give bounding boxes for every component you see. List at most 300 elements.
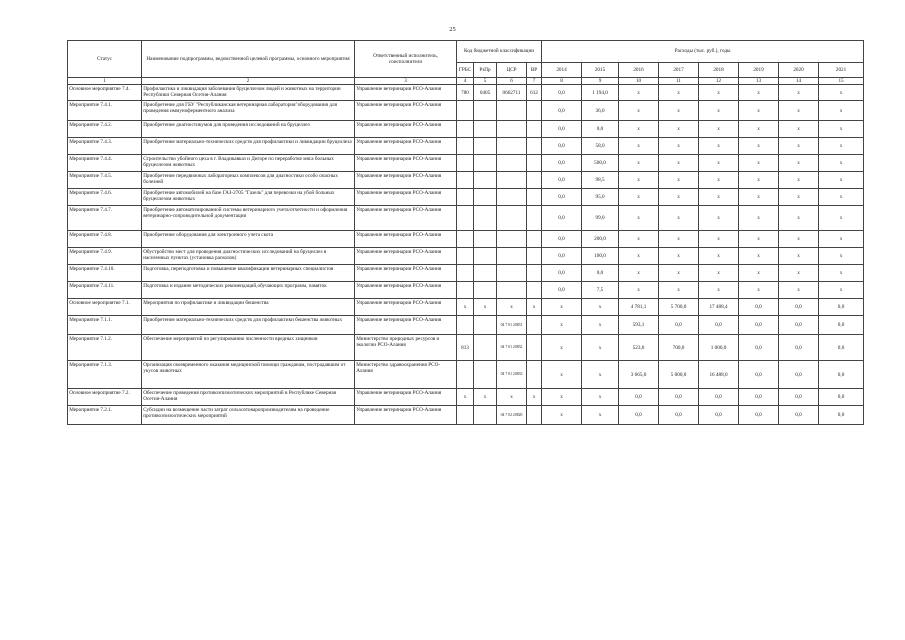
expense-value-cell: 0,0: [542, 282, 582, 299]
expense-value-cell: 3 665,0: [619, 361, 659, 389]
table-row: [68, 172, 864, 189]
table-row: [68, 299, 864, 316]
column-number: 15: [819, 78, 864, 85]
expense-value-cell: х: [699, 101, 739, 121]
expense-value-cell: 1 000,0: [699, 335, 739, 361]
expense-value-cell: х: [659, 138, 699, 155]
executor-cell: Управление ветеринарии РСО-Алания: [355, 189, 457, 206]
expense-value-cell: х: [619, 206, 659, 231]
rzpr-cell: х: [474, 299, 497, 316]
grbs-cell: [457, 248, 474, 265]
header-code-col: ГРБС: [457, 63, 474, 78]
expense-value-cell: 0,0: [542, 206, 582, 231]
status-cell: Мероприятие 7.4.6.: [68, 189, 142, 206]
program-name-cell: Приобретение автоматизированной системы ветеринарного учета/отчетности и оформления ветеринарно-сопроводительной документации: [142, 206, 355, 231]
status-cell: Мероприятие 7.4.7.: [68, 206, 142, 231]
expense-value-cell: 17 488,4: [699, 299, 739, 316]
rzpr-cell: [474, 121, 497, 138]
header-name: Наименование подпрограммы, ведомственной целевой программы, основного мероприятия: [142, 41, 355, 78]
expense-value-cell: 0,0: [779, 406, 819, 425]
expense-value-cell: х: [619, 172, 659, 189]
table-row: [68, 121, 864, 138]
program-name-cell: Приобретение материально-технических средств для профилактики и ликвидации бруцеллеза: [142, 138, 355, 155]
expense-value-cell: 0,0: [542, 265, 582, 282]
expense-value-cell: 0,0: [542, 85, 582, 101]
executor-cell: Управление ветеринарии РСО-Алания: [355, 85, 457, 101]
expense-value-cell: х: [619, 85, 659, 101]
expense-value-cell: х: [699, 172, 739, 189]
expense-value-cell: х: [779, 231, 819, 248]
header-year: 2019: [739, 63, 779, 78]
rzpr-cell: [474, 155, 497, 172]
expense-value-cell: 0,0: [739, 299, 779, 316]
grbs-cell: [457, 138, 474, 155]
table-row: [68, 206, 864, 231]
status-cell: Мероприятие 7.4.11.: [68, 282, 142, 299]
expense-value-cell: 0,0: [739, 361, 779, 389]
program-name-cell: Приобретение передвижных лабораторных комплексов для диагностики особо опасных болезней: [142, 172, 355, 189]
expense-value-cell: х: [779, 248, 819, 265]
expense-value-cell: х: [819, 189, 864, 206]
header-year: 2018: [699, 63, 739, 78]
expense-value-cell: х: [819, 155, 864, 172]
expense-value-cell: х: [779, 101, 819, 121]
status-cell: Основное мероприятие 7.2.: [68, 389, 142, 406]
expense-value-cell: х: [619, 231, 659, 248]
expense-value-cell: 5 000,0: [659, 361, 699, 389]
vr-cell: [527, 172, 542, 189]
rzpr-cell: [474, 231, 497, 248]
expense-value-cell: 0,0: [819, 361, 864, 389]
status-cell: Мероприятие 7.2.1.: [68, 406, 142, 425]
column-number: 4: [457, 78, 474, 85]
rzpr-cell: [474, 265, 497, 282]
expense-value-cell: 200,0: [582, 231, 619, 248]
grbs-cell: х: [457, 299, 474, 316]
expense-value-cell: х: [819, 231, 864, 248]
expense-value-cell: 0,0: [739, 335, 779, 361]
vr-cell: [527, 121, 542, 138]
expense-value-cell: 0,0: [739, 316, 779, 335]
header-code-col: РзПр: [474, 63, 497, 78]
status-cell: Мероприятие 7.1.3.: [68, 361, 142, 389]
expense-value-cell: х: [619, 282, 659, 299]
rzpr-cell: [474, 316, 497, 335]
expense-value-cell: х: [819, 85, 864, 101]
expense-value-cell: х: [739, 206, 779, 231]
expense-value-cell: 0,0: [659, 316, 699, 335]
vr-cell: [527, 335, 542, 361]
vr-cell: х: [527, 299, 542, 316]
expense-value-cell: х: [739, 172, 779, 189]
rzpr-cell: [474, 172, 497, 189]
header-budget-code: Код бюджетной классификации: [457, 41, 542, 63]
page-number: 25: [449, 26, 456, 33]
program-name-cell: Обеспечение проведения противоэпизоотических мероприятий в Республике Северная Осетия-Алания: [142, 389, 355, 406]
rzpr-cell: 0405: [474, 85, 497, 101]
executor-cell: Управление ветеринарии РСО-Алания: [355, 282, 457, 299]
executor-cell: Управление ветеринарии РСО-Алания: [355, 231, 457, 248]
expense-value-cell: х: [659, 85, 699, 101]
status-cell: Основное мероприятие 7.1.: [68, 299, 142, 316]
column-number: 5: [474, 78, 497, 85]
expense-value-cell: х: [779, 138, 819, 155]
expense-value-cell: 36,0: [582, 101, 619, 121]
program-name-cell: Организация своевременного оказания медицинской помощи гражданам, пострадавшим от укусов животных: [142, 361, 355, 389]
program-name-cell: Приобретение оборудования для электронного учета скота: [142, 231, 355, 248]
expense-value-cell: 0,0: [582, 121, 619, 138]
executor-cell: Управление ветеринарии РСО-Алания: [355, 121, 457, 138]
table-row: [68, 231, 864, 248]
program-name-cell: Обеспечение мероприятий по регулированию численности вредных хищников: [142, 335, 355, 361]
expense-value-cell: х: [819, 206, 864, 231]
expense-value-cell: 1 194,0: [582, 85, 619, 101]
csr-cell: [497, 206, 527, 231]
table-row: [68, 282, 864, 299]
expense-value-cell: х: [739, 265, 779, 282]
vr-cell: [527, 361, 542, 389]
expense-value-cell: х: [819, 101, 864, 121]
vr-cell: [527, 138, 542, 155]
expense-value-cell: х: [659, 265, 699, 282]
expense-value-cell: х: [779, 121, 819, 138]
csr-cell: [497, 138, 527, 155]
rzpr-cell: [474, 406, 497, 425]
executor-cell: Управление ветеринарии РСО-Алания: [355, 389, 457, 406]
expense-value-cell: х: [542, 389, 582, 406]
expense-value-cell: 0,0: [619, 389, 659, 406]
executor-cell: Управление ветеринарии РСО-Алания: [355, 265, 457, 282]
table-row: [68, 101, 864, 121]
expense-value-cell: х: [582, 335, 619, 361]
expense-value-cell: х: [659, 231, 699, 248]
table-row: [68, 189, 864, 206]
header-code-col: ВР: [527, 63, 542, 78]
program-name-cell: Субсидии на возмещение части затрат сельхозтоваропроизводителям на проведение противоэпизоотических мероприятий: [142, 406, 355, 425]
expense-value-cell: 0,0: [779, 389, 819, 406]
expense-value-cell: х: [699, 189, 739, 206]
table-row: [68, 265, 864, 282]
expense-value-cell: х: [819, 121, 864, 138]
grbs-cell: х: [457, 389, 474, 406]
csr-cell: 0662711: [497, 85, 527, 101]
expense-value-cell: 98,5: [582, 172, 619, 189]
status-cell: Мероприятие 7.1.2.: [68, 335, 142, 361]
table-row: [68, 389, 864, 406]
vr-cell: [527, 189, 542, 206]
expense-value-cell: х: [739, 155, 779, 172]
program-name-cell: Мероприятия по профилактике и ликвидации бешенства: [142, 299, 355, 316]
expense-value-cell: 0,0: [699, 389, 739, 406]
expense-value-cell: х: [739, 189, 779, 206]
expense-value-cell: х: [779, 265, 819, 282]
expense-value-cell: х: [619, 248, 659, 265]
status-cell: Мероприятие 7.4.10.: [68, 265, 142, 282]
grbs-cell: [457, 231, 474, 248]
expense-value-cell: 0,0: [542, 172, 582, 189]
expense-value-cell: х: [659, 189, 699, 206]
csr-cell: 04 7 01 20831: [497, 316, 527, 335]
expense-value-cell: 0,0: [542, 138, 582, 155]
header-year: 2017: [659, 63, 699, 78]
expense-value-cell: х: [819, 265, 864, 282]
expense-value-cell: х: [619, 101, 659, 121]
table-row: [68, 406, 864, 425]
grbs-cell: [457, 265, 474, 282]
expense-value-cell: х: [619, 155, 659, 172]
expense-value-cell: х: [542, 335, 582, 361]
csr-cell: [497, 231, 527, 248]
program-name-cell: Приобретение диагностикумов для проведения исследований на бруцеллез: [142, 121, 355, 138]
expense-value-cell: х: [582, 361, 619, 389]
column-number: 7: [527, 78, 542, 85]
column-number: 3: [355, 78, 457, 85]
expense-value-cell: 0,0: [699, 406, 739, 425]
expense-value-cell: х: [542, 361, 582, 389]
vr-cell: [527, 155, 542, 172]
table-row: [68, 335, 864, 361]
expense-value-cell: х: [819, 172, 864, 189]
rzpr-cell: [474, 361, 497, 389]
rzpr-cell: [474, 138, 497, 155]
grbs-cell: [457, 361, 474, 389]
program-name-cell: Профилактика и ликвидация заболевания бруцеллезом людей и животных на территории Республики Северная Осетия-Алания: [142, 85, 355, 101]
vr-cell: [527, 282, 542, 299]
program-expenses-table: [67, 40, 864, 425]
csr-cell: [497, 101, 527, 121]
executor-cell: Министерство природных ресурсов и экологии РСО-Алания: [355, 335, 457, 361]
grbs-cell: [457, 101, 474, 121]
status-cell: Основное мероприятие 7.4.: [68, 85, 142, 101]
executor-cell: Управление ветеринарии РСО-Алания: [355, 172, 457, 189]
expense-value-cell: х: [819, 138, 864, 155]
expense-value-cell: 5 700,0: [659, 299, 699, 316]
executor-cell: Управление ветеринарии РСО-Алания: [355, 299, 457, 316]
vr-cell: [527, 206, 542, 231]
program-name-cell: Подготовка и издание методических рекомендаций,обучающих программ, памяток: [142, 282, 355, 299]
expense-value-cell: х: [699, 85, 739, 101]
expense-value-cell: 0,0: [819, 335, 864, 361]
expense-value-cell: х: [779, 85, 819, 101]
executor-cell: Министерство здравоохранения РСО-Алания: [355, 361, 457, 389]
csr-cell: [497, 155, 527, 172]
status-cell: Мероприятие 7.4.9.: [68, 248, 142, 265]
csr-cell: [497, 121, 527, 138]
expense-value-cell: х: [659, 206, 699, 231]
program-name-cell: Подготовка, переподготовка и повышение квалификации ветеринарных специалистов: [142, 265, 355, 282]
expense-value-cell: х: [779, 189, 819, 206]
executor-cell: Управление ветеринарии РСО-Алания: [355, 206, 457, 231]
program-name-cell: Обустройство мест для проведения диагностических исследований на бруцеллез в населенных пунктах (установка расколов): [142, 248, 355, 265]
expense-value-cell: х: [619, 189, 659, 206]
expense-value-cell: х: [699, 265, 739, 282]
column-number: 8: [542, 78, 582, 85]
table-row: [68, 155, 864, 172]
grbs-cell: [457, 172, 474, 189]
expense-value-cell: х: [659, 101, 699, 121]
status-cell: Мероприятие 7.4.3.: [68, 138, 142, 155]
expense-value-cell: 16 488,0: [699, 361, 739, 389]
expense-value-cell: 4 781,1: [619, 299, 659, 316]
grbs-cell: [457, 406, 474, 425]
table-row: [68, 138, 864, 155]
column-number: 14: [779, 78, 819, 85]
csr-cell: [497, 248, 527, 265]
executor-cell: Управление ветеринарии РСО-Алания: [355, 248, 457, 265]
expense-value-cell: х: [619, 265, 659, 282]
vr-cell: 612: [527, 85, 542, 101]
column-number: 1: [68, 78, 142, 85]
expense-value-cell: 0,0: [739, 389, 779, 406]
status-cell: Мероприятие 7.4.5.: [68, 172, 142, 189]
csr-cell: [497, 189, 527, 206]
expense-value-cell: 95,0: [582, 189, 619, 206]
grbs-cell: [457, 121, 474, 138]
expense-value-cell: 0,0: [819, 316, 864, 335]
expense-value-cell: 100,0: [582, 248, 619, 265]
expense-value-cell: х: [739, 248, 779, 265]
expense-value-cell: х: [659, 155, 699, 172]
expense-value-cell: 593,1: [619, 316, 659, 335]
header-year: 2015: [582, 63, 619, 78]
csr-cell: 04 7 02 20820: [497, 406, 527, 425]
expense-value-cell: 0,0: [779, 361, 819, 389]
expense-value-cell: х: [819, 248, 864, 265]
expense-value-cell: х: [739, 101, 779, 121]
column-number: 9: [582, 78, 619, 85]
expense-value-cell: х: [739, 121, 779, 138]
status-cell: Мероприятие 7.1.1.: [68, 316, 142, 335]
expense-value-cell: 523,0: [619, 335, 659, 361]
expense-value-cell: 58,0: [582, 138, 619, 155]
header-executor: Ответственный исполнитель, соисполнители: [355, 41, 457, 78]
column-number: 6: [497, 78, 527, 85]
expense-value-cell: х: [779, 282, 819, 299]
rzpr-cell: [474, 335, 497, 361]
expense-value-cell: х: [659, 248, 699, 265]
vr-cell: [527, 248, 542, 265]
expense-value-cell: х: [699, 138, 739, 155]
expense-value-cell: х: [542, 299, 582, 316]
grbs-cell: 780: [457, 85, 474, 101]
expense-value-cell: 0,0: [819, 406, 864, 425]
expense-value-cell: 99,0: [582, 206, 619, 231]
csr-cell: 04 7 01 20832: [497, 335, 527, 361]
expense-value-cell: х: [659, 121, 699, 138]
expense-value-cell: х: [659, 172, 699, 189]
expense-value-cell: х: [739, 85, 779, 101]
expense-value-cell: х: [619, 138, 659, 155]
expense-value-cell: 0,0: [779, 335, 819, 361]
expense-value-cell: 700,0: [659, 335, 699, 361]
csr-cell: х: [497, 299, 527, 316]
expense-value-cell: х: [699, 231, 739, 248]
executor-cell: Управление ветеринарии РСО-Алания: [355, 316, 457, 335]
expense-value-cell: х: [582, 316, 619, 335]
vr-cell: [527, 231, 542, 248]
header-year: 2014: [542, 63, 582, 78]
expense-value-cell: 0,0: [659, 406, 699, 425]
expense-value-cell: х: [619, 121, 659, 138]
expense-value-cell: 0,0: [779, 316, 819, 335]
expense-value-cell: х: [542, 316, 582, 335]
status-cell: Мероприятие 7.4.8.: [68, 231, 142, 248]
rzpr-cell: [474, 282, 497, 299]
rzpr-cell: х: [474, 389, 497, 406]
table-row: [68, 85, 864, 101]
csr-cell: 04 7 01 20833: [497, 361, 527, 389]
expense-value-cell: х: [739, 282, 779, 299]
column-number: 13: [739, 78, 779, 85]
header-expenses: Расходы (тыс. руб.), годы: [542, 41, 864, 63]
status-cell: Мероприятие 7.4.4.: [68, 155, 142, 172]
expense-value-cell: 0,0: [699, 316, 739, 335]
expense-value-cell: 0,0: [619, 406, 659, 425]
expense-value-cell: х: [699, 121, 739, 138]
expense-value-cell: х: [739, 138, 779, 155]
header-status: Статус: [68, 41, 142, 78]
csr-cell: [497, 282, 527, 299]
program-name-cell: Приобретение материально-технических средств для профилактики бешенства животных: [142, 316, 355, 335]
rzpr-cell: [474, 101, 497, 121]
vr-cell: [527, 265, 542, 282]
header-year: 2016: [619, 63, 659, 78]
expense-value-cell: 0,0: [542, 121, 582, 138]
expense-value-cell: х: [582, 389, 619, 406]
grbs-cell: [457, 316, 474, 335]
vr-cell: [527, 316, 542, 335]
expense-value-cell: х: [779, 155, 819, 172]
expense-value-cell: х: [699, 282, 739, 299]
grbs-cell: [457, 206, 474, 231]
rzpr-cell: [474, 189, 497, 206]
table-row: [68, 248, 864, 265]
csr-cell: [497, 172, 527, 189]
status-cell: Мероприятие 7.4.2.: [68, 121, 142, 138]
expense-value-cell: х: [699, 248, 739, 265]
expense-value-cell: х: [699, 206, 739, 231]
rzpr-cell: [474, 206, 497, 231]
executor-cell: Управление ветеринарии РСО-Алания: [355, 101, 457, 121]
table-row: [68, 361, 864, 389]
expense-value-cell: х: [779, 172, 819, 189]
status-cell: Мероприятие 7.4.1.: [68, 101, 142, 121]
expense-value-cell: х: [739, 231, 779, 248]
expense-value-cell: 0,0: [542, 231, 582, 248]
expense-value-cell: х: [819, 282, 864, 299]
program-name-cell: Строительство убойного цеха в г. Владикавказ и Дигоре по переработке мяса больных бруцеллезом животных: [142, 155, 355, 172]
program-name-cell: Приобретение автомобилей на базе ГАЗ-2705 "Газель" для перевозки на убой больных бруцеллезом животных: [142, 189, 355, 206]
expense-value-cell: 0,0: [542, 248, 582, 265]
expense-value-cell: х: [699, 155, 739, 172]
vr-cell: х: [527, 389, 542, 406]
expense-value-cell: х: [582, 299, 619, 316]
expense-value-cell: х: [542, 406, 582, 425]
expense-value-cell: х: [659, 282, 699, 299]
header-year: 2020: [779, 63, 819, 78]
executor-cell: Управление ветеринарии РСО-Алания: [355, 138, 457, 155]
expense-value-cell: 0,0: [819, 389, 864, 406]
column-number: 2: [142, 78, 355, 85]
column-number: 12: [699, 78, 739, 85]
column-number: 11: [659, 78, 699, 85]
vr-cell: [527, 101, 542, 121]
program-name-cell: Приобретение для ГБУ "Республиканская ветеринарная лаборатория"оборудования для проведения иммуноферментного анализа: [142, 101, 355, 121]
expense-value-cell: 0,0: [542, 189, 582, 206]
vr-cell: [527, 406, 542, 425]
expense-value-cell: х: [582, 406, 619, 425]
grbs-cell: 813: [457, 335, 474, 361]
